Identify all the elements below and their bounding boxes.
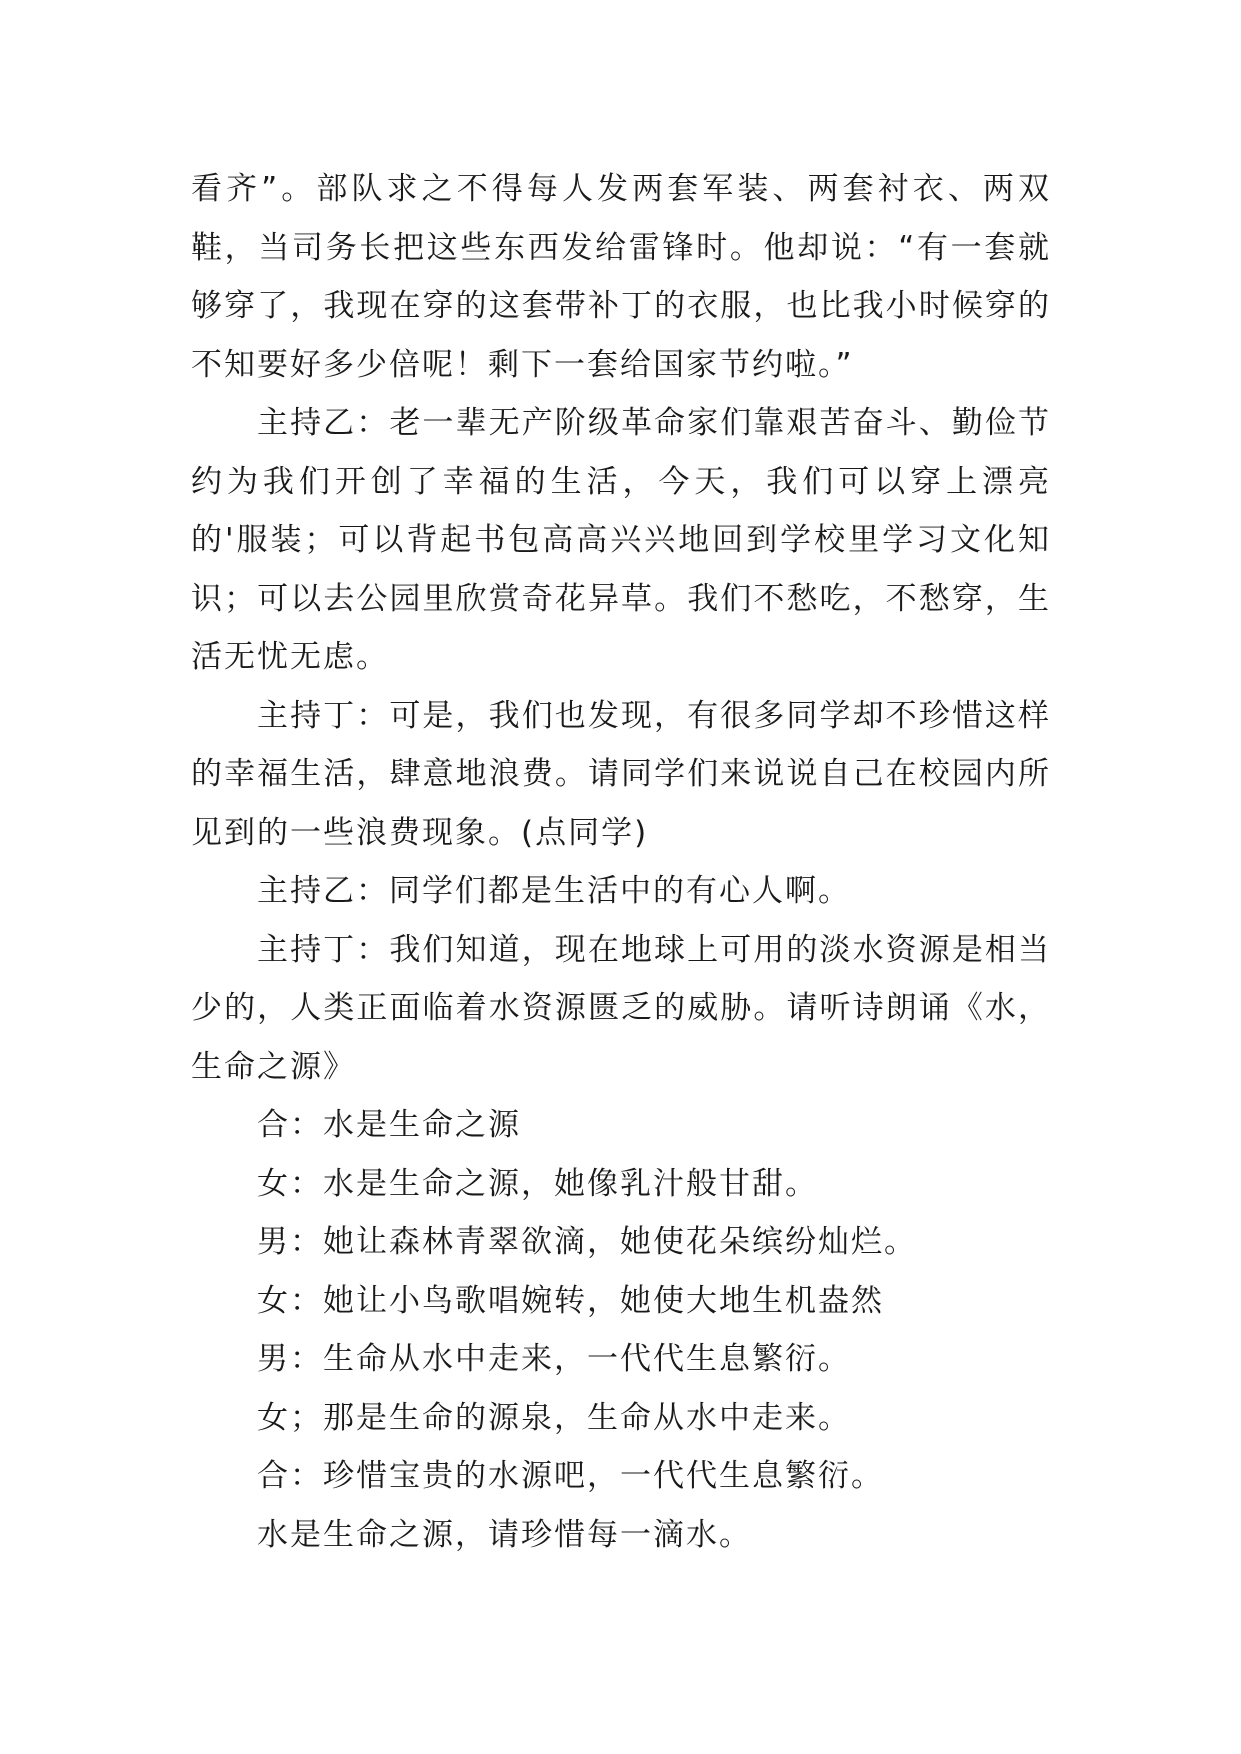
poem-line-2: 女：水是生命之源，她像乳汁般甘甜。 [257,1165,818,1202]
paragraph-3: 主持丁：可是，我们也发现，有很多同学却不珍惜这样的幸福生活，肆意地浪费。请同学们来说说自己在校园内所见到的一些浪费现象。(点同学) [191,697,1051,851]
paragraph-4: 主持乙：同学们都是生活中的有心人啊。 [257,873,851,909]
paragraph-5: 主持丁：我们知道，现在地球上可用的淡水资源是相当少的，人类正面临着水资源匮乏的威胁。请听诗朗诵《水，生命之源》 [191,931,1051,1085]
poem-line-3: 男：她让森林青翠欲滴，她使花朵缤纷灿烂。 [257,1224,917,1260]
poem-line-1: 合：水是生命之源 [257,1107,521,1143]
paragraph-2: 主持乙：老一辈无产阶级革命家们靠艰苦奋斗、勤俭节约为我们开创了幸福的生活，今天，我们可以穿上漂亮的'服装；可以背起书包高高兴兴地回到学校里学习文化知识；可以去公园里欣赏奇花异草。我们不愁吃，不愁穿，生活无忧无虑。 [191,405,1051,675]
poem-line-7: 合：珍惜宝贵的水源吧，一代代生息繁衍。 [257,1458,884,1494]
closing-line: 水是生命之源，请珍惜每一滴水。 [257,1516,752,1553]
paragraph-1: 看齐”。部队求之不得每人发两套军装、两套衬衣、两双鞋，当司务长把这些东西发给雷锋时。他却说：“有一套就够穿了，我现在穿的这套带补丁的衣服，也比我小时候穿的不知要好多少倍呢！剩下一套给国家节约啦。” [191,171,1051,383]
document-body [191,160,1051,1564]
poem-line-5: 男：生命从水中走来，一代代生息繁衍。 [257,1341,851,1377]
poem-line-4: 女：她让小鸟歌唱婉转，她使大地生机盎然 [257,1282,884,1319]
poem-line-6: 女；那是生命的源泉，生命从水中走来。 [257,1399,851,1436]
